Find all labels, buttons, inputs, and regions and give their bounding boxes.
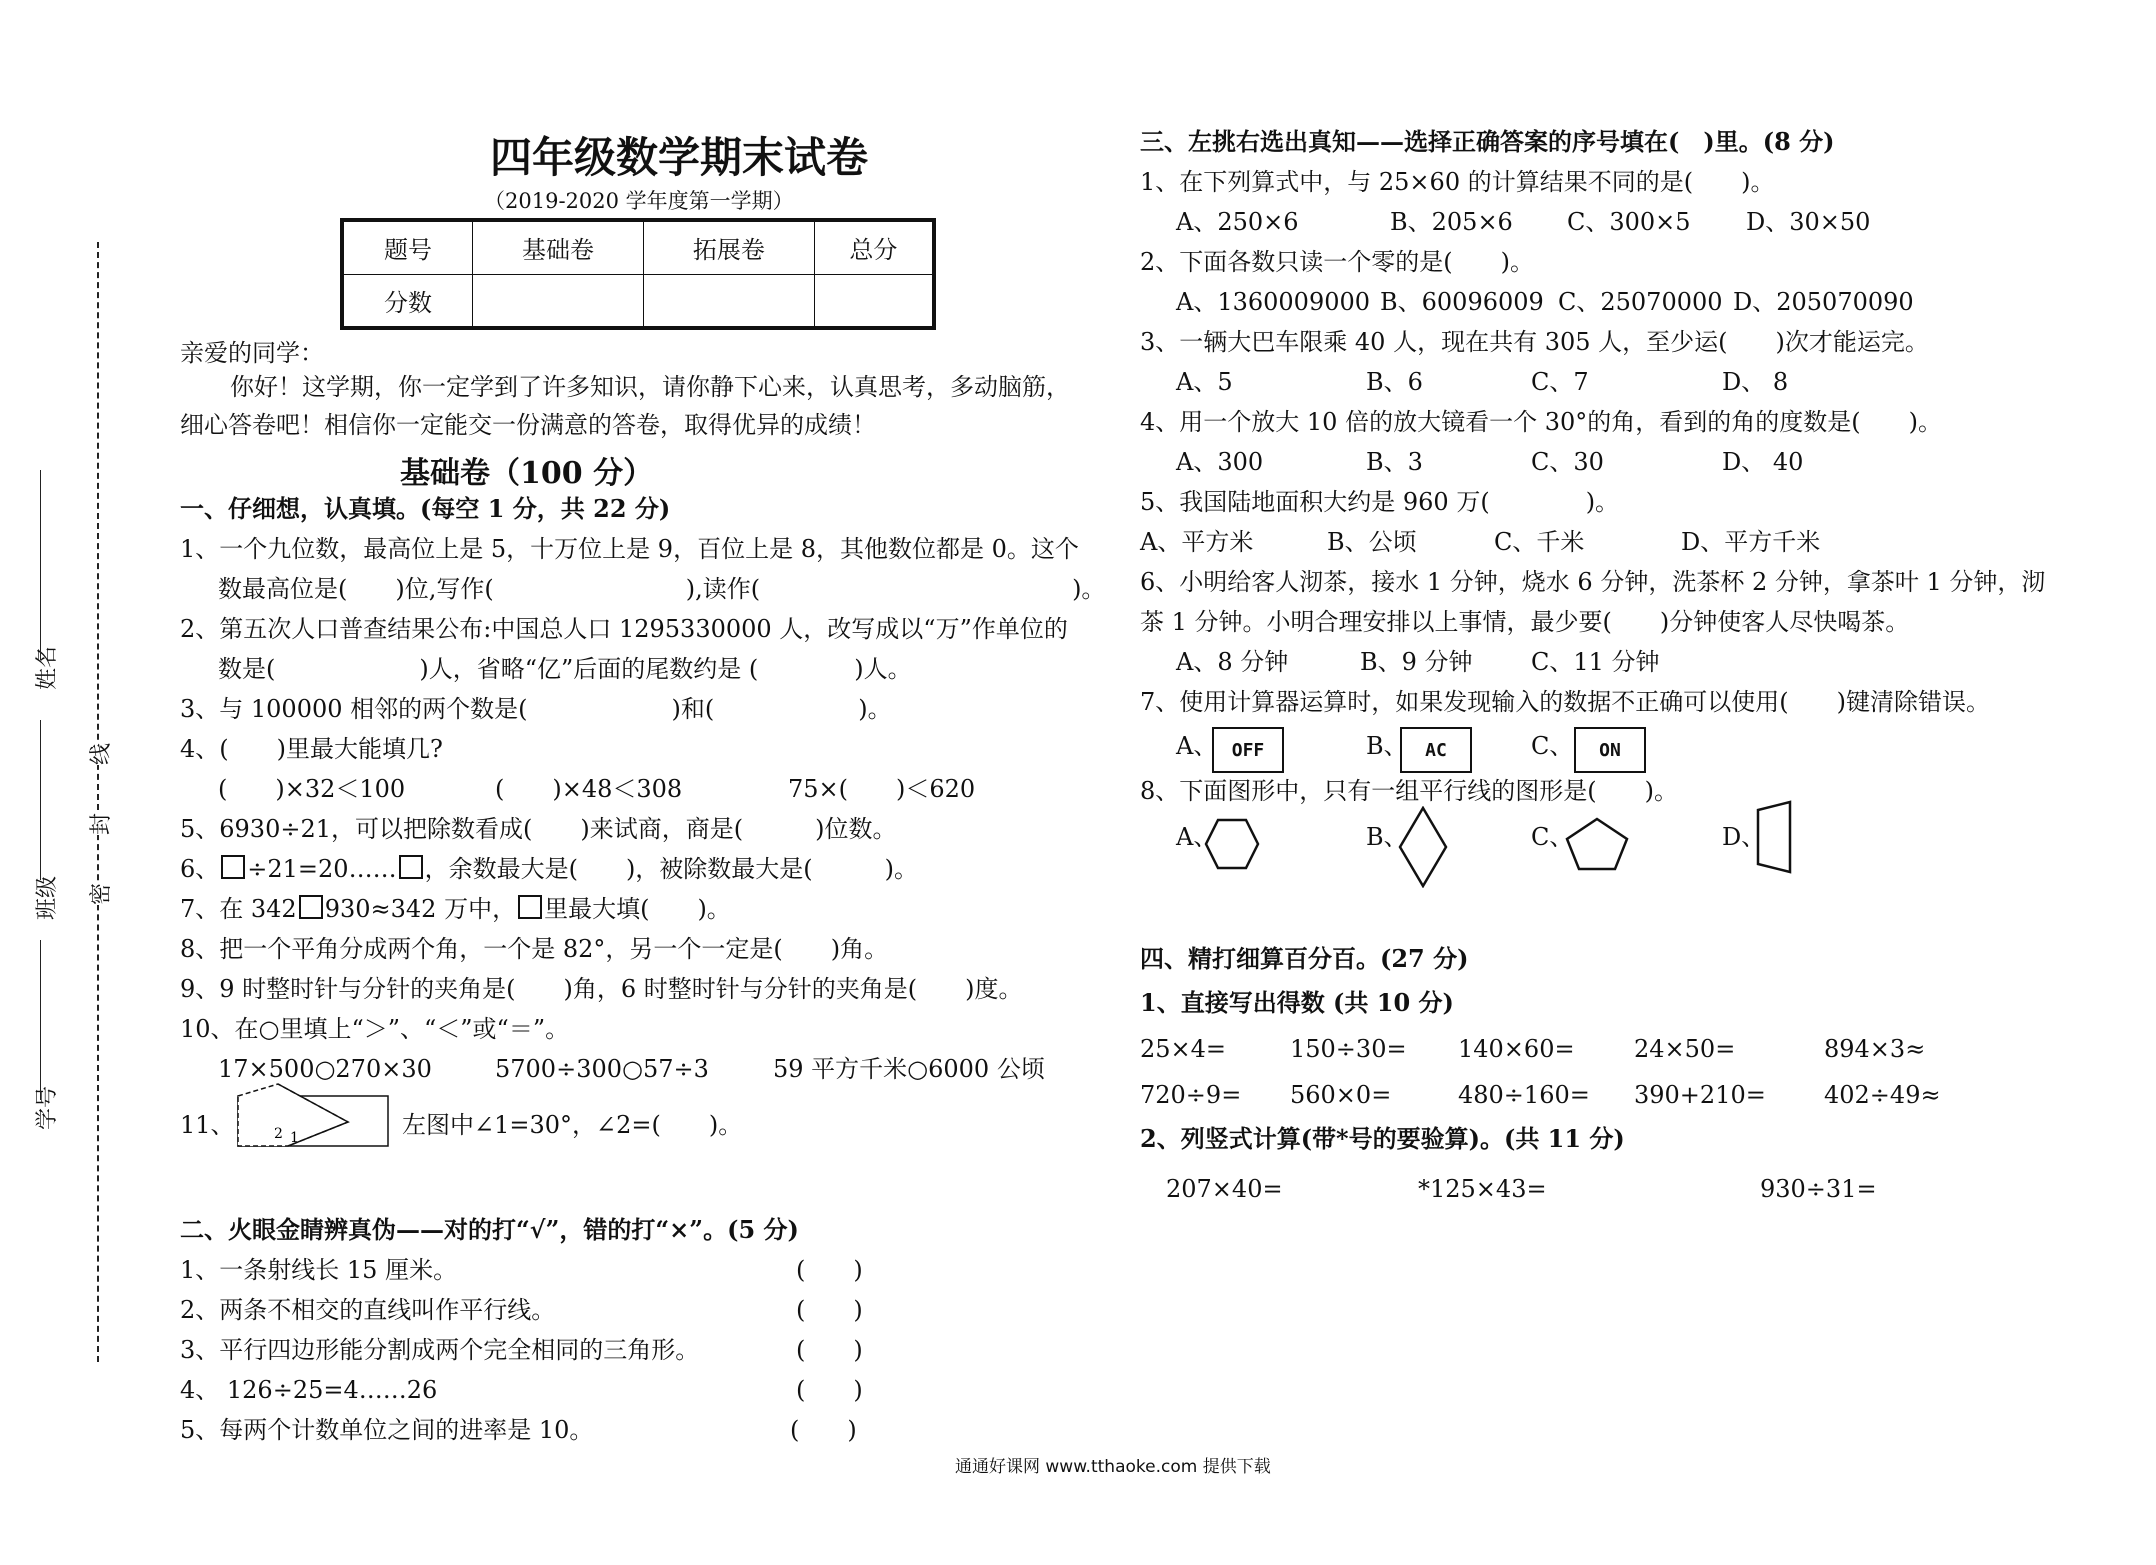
s4-sub-1: 1、直接写出得数 (共 10 分) — [1140, 988, 1454, 1017]
blank-box — [299, 895, 323, 919]
s1-q4: 4、( )里最大能填几? — [180, 735, 443, 763]
s3-q7: 7、使用计算器运算时，如果发现输入的数据不正确可以使用( )键清除错误。 — [1140, 688, 1990, 716]
s1-q5: 5、6930÷21，可以把除数看成( )来试商，商是( )位数。 — [180, 815, 897, 843]
score-cell-extended[interactable] — [643, 274, 814, 328]
angle-1-label: 1 — [290, 1130, 299, 1146]
s1-q4-a: ( )×32＜100 — [218, 775, 406, 803]
footer-source: 通通好课网 www.tthaoke.com 提供下载 — [955, 1457, 1271, 1477]
s3-q8-opt-a: A、 — [1176, 823, 1218, 851]
oral-calc-item: 25×4= — [1140, 1035, 1227, 1063]
score-cell-total[interactable] — [814, 274, 934, 328]
class-label: 班级 — [35, 875, 60, 920]
s3-q8-opt-d: D、 — [1722, 823, 1766, 851]
s3-q4-opt-d: D、 40 — [1722, 448, 1804, 476]
s3-q2-opt-a: A、1360009000 — [1176, 288, 1371, 316]
oral-calc-item: 402÷49≈ — [1824, 1081, 1941, 1109]
s3-q5-opt-d: D、平方千米 — [1681, 528, 1821, 556]
s3-q1-opt-c: C、300×5 — [1567, 208, 1691, 236]
s3-q5-opt-a: A、平方米 — [1140, 528, 1254, 556]
calculator-off-key: OFF — [1212, 727, 1284, 773]
s3-q4-opt-b: B、3 — [1366, 448, 1423, 476]
angle-2-label: 2 — [274, 1126, 283, 1142]
section-3-title: 三、左挑右选出真知——选择正确答案的序号填在( )里。(8 分) — [1140, 127, 1835, 156]
oral-calc-item: 24×50= — [1634, 1035, 1736, 1063]
score-cell-basic[interactable] — [473, 274, 644, 328]
s1-q6-prefix: 6、 — [180, 855, 220, 883]
page-title: 四年级数学期末试卷 — [490, 133, 869, 182]
binding-dashed-line — [97, 242, 99, 1362]
blank-box — [518, 895, 542, 919]
s1-q2-line2: 数是( )人，省略“亿”后面的尾数约是 ( )人。 — [218, 655, 912, 683]
s1-q10-b: 5700÷300○57÷3 — [495, 1055, 709, 1083]
s3-q4-opt-c: C、30 — [1531, 448, 1604, 476]
s1-q7-end: 里最大填( )。 — [544, 895, 731, 923]
score-table-score-row — [342, 274, 934, 328]
s1-q11-number: 11、 — [180, 1111, 235, 1139]
s2-item-1: 1、一条射线长 15 厘米。 — [180, 1256, 458, 1284]
s1-q1-line1: 1、一个九位数，最高位上是 5，十万位上是 9，百位上是 8，其他数位都是 0。这个 — [180, 535, 1079, 563]
section-2-title: 二、火眼金睛辨真伪——对的打“√”，错的打“×”。(5 分) — [180, 1215, 799, 1244]
s3-q6-line1: 6、小明给客人沏茶，接水 1 分钟，烧水 6 分钟，洗茶杯 2 分钟，拿茶叶 1 分钟，沏 — [1140, 568, 2046, 596]
s1-q2-line1: 2、第五次人口普查结果公布:中国总人口 1295330000 人，改写成以“万”作单位的 — [180, 615, 1068, 643]
calculator-ac-key: AC — [1400, 727, 1472, 773]
s1-q6-mid: ÷21=20…… — [247, 855, 397, 883]
blank-box — [221, 855, 245, 879]
oral-calc-item: 560×0= — [1290, 1081, 1392, 1109]
s2-item-3: 3、平行四边形能分割成两个完全相同的三角形。 — [180, 1336, 700, 1364]
oral-calc-item: 720÷9= — [1140, 1081, 1242, 1109]
s3-q3-opt-b: B、6 — [1366, 368, 1423, 396]
s1-q7-prefix: 7、在 342 — [180, 895, 297, 923]
blank-box — [399, 855, 423, 879]
s3-q2-opt-d: D、205070090 — [1733, 288, 1914, 316]
folded-rectangle-figure — [228, 1082, 398, 1162]
intro-line-2: 细心答卷吧！相信你一定能交一份满意的答卷，取得优异的成绩！ — [180, 411, 876, 439]
s3-q3-opt-a: A、5 — [1176, 368, 1233, 396]
s3-q6-opt-b: B、9 分钟 — [1360, 648, 1473, 676]
s3-q4-opt-a: A、300 — [1176, 448, 1264, 476]
s1-q11-text: 左图中∠1=30°，∠2=( )。 — [402, 1111, 743, 1139]
id-underline — [40, 940, 41, 1100]
s3-q2-opt-b: B、60096009 — [1380, 288, 1544, 316]
name-label: 姓名 — [35, 645, 60, 690]
section-4-title: 四、精打细算百分百。(27 分) — [1140, 944, 1469, 973]
score-header-cell: 拓展卷 — [643, 220, 814, 274]
seal-line-label: 线 — [84, 743, 115, 765]
s3-q3: 3、一辆大巴车限乘 40 人，现在共有 305 人，至少运( )次才能运完。 — [1140, 328, 1929, 356]
calculator-on-key: ON — [1574, 727, 1646, 773]
s1-q4-b: ( )×48＜308 — [495, 775, 683, 803]
s3-q7-opt-b: B、 — [1366, 732, 1408, 760]
s2-answer-blank-2[interactable]: ( ) — [796, 1296, 863, 1324]
oral-calc-item: 150÷30= — [1290, 1035, 1407, 1063]
trapezoid-shape — [1744, 800, 1794, 874]
oral-calc-item: 390+210= — [1634, 1081, 1766, 1109]
score-row-label: 分数 — [342, 274, 473, 328]
score-header-cell: 题号 — [342, 220, 473, 274]
s4-sub-2: 2、列竖式计算(带*号的要验算)。(共 11 分) — [1140, 1124, 1625, 1153]
vertical-calc-item: 930÷31= — [1760, 1175, 1877, 1203]
s2-item-2: 2、两条不相交的直线叫作平行线。 — [180, 1296, 556, 1324]
class-underline — [40, 720, 41, 880]
s2-answer-blank-1[interactable]: ( ) — [796, 1256, 863, 1284]
intro-line-1: 你好！这学期，你一定学到了许多知识，请你静下心来，认真思考，多动脑筋， — [230, 373, 1070, 401]
name-underline — [40, 470, 41, 660]
s3-q1-opt-b: B、205×6 — [1390, 208, 1513, 236]
hexagon-shape — [1204, 818, 1260, 870]
s3-q6-line2: 茶 1 分钟。小明合理安排以上事情，最少要( )分钟使客人尽快喝茶。 — [1140, 608, 1910, 636]
s3-q1-opt-a: A、250×6 — [1176, 208, 1299, 236]
s3-q6-opt-c: C、11 分钟 — [1531, 648, 1660, 676]
seal-secret-label: 密 — [84, 883, 115, 905]
s3-q2-opt-c: C、25070000 — [1558, 288, 1723, 316]
s2-item-4: 4、 126÷25=4……26 — [180, 1376, 438, 1404]
s1-q6-suffix: ，余数最大是( )，被除数最大是( )。 — [424, 855, 919, 883]
s1-q10-c: 59 平方千米○6000 公顷 — [773, 1055, 1045, 1083]
pentagon-shape — [1564, 816, 1630, 872]
section-1-title: 一、仔细想，认真填。(每空 1 分，共 22 分) — [180, 494, 671, 523]
s3-q5: 5、我国陆地面积大约是 960 万( )。 — [1140, 488, 1620, 516]
score-header-cell: 总分 — [814, 220, 934, 274]
score-header-cell: 基础卷 — [473, 220, 644, 274]
s3-q3-opt-c: C、7 — [1531, 368, 1589, 396]
oral-calc-item: 894×3≈ — [1824, 1035, 1926, 1063]
s1-q10: 10、在○里填上“＞”、“＜”或“＝”。 — [180, 1015, 570, 1043]
vertical-calc-item: *125×43= — [1418, 1175, 1547, 1203]
s3-q8-opt-b: B、 — [1366, 823, 1408, 851]
id-label: 学号 — [35, 1085, 60, 1130]
s3-q6-opt-a: A、8 分钟 — [1176, 648, 1289, 676]
s3-q2: 2、下面各数只读一个零的是( )。 — [1140, 248, 1534, 276]
score-table — [340, 218, 936, 330]
s3-q7-opt-c: C、 — [1531, 732, 1574, 760]
s3-q8-opt-c: C、 — [1531, 823, 1574, 851]
s3-q1: 1、在下列算式中，与 25×60 的计算结果不同的是( )。 — [1140, 168, 1775, 196]
s1-q4-c: 75×( )＜620 — [788, 775, 976, 803]
s2-answer-blank-3[interactable]: ( ) — [796, 1336, 863, 1364]
basic-section-title: 基础卷（100 分） — [400, 456, 654, 491]
s3-q1-opt-d: D、30×50 — [1746, 208, 1871, 236]
s2-answer-blank-5[interactable]: ( ) — [790, 1416, 857, 1444]
page-subtitle: （2019-2020 学年度第一学期） — [484, 189, 794, 213]
s3-q5-opt-b: B、公顷 — [1327, 528, 1417, 556]
oral-calc-item: 480÷160= — [1458, 1081, 1590, 1109]
s1-q3: 3、与 100000 相邻的两个数是( )和( )。 — [180, 695, 892, 723]
oral-calc-item: 140×60= — [1458, 1035, 1575, 1063]
s2-answer-blank-4[interactable]: ( ) — [796, 1376, 863, 1404]
intro-greeting: 亲爱的同学： — [180, 339, 324, 367]
s3-q7-opt-a: A、 — [1176, 732, 1218, 760]
seal-seal-label: 封 — [84, 813, 115, 835]
vertical-calc-item: 207×40= — [1166, 1175, 1283, 1203]
score-table-header-row — [342, 220, 934, 274]
s3-q3-opt-d: D、 8 — [1722, 368, 1789, 396]
s1-q1-line2: 数最高位是( )位,写作( ),读作( )。 — [218, 575, 1106, 603]
s1-q10-a: 17×500○270×30 — [218, 1055, 432, 1083]
s3-q5-opt-c: C、千米 — [1494, 528, 1585, 556]
s2-item-5: 5、每两个计数单位之间的进率是 10。 — [180, 1416, 594, 1444]
rhombus-shape — [1398, 806, 1448, 888]
s3-q4: 4、用一个放大 10 倍的放大镜看一个 30°的角，看到的角的度数是( )。 — [1140, 408, 1942, 436]
s1-q6 — [180, 854, 918, 884]
s1-q7 — [180, 894, 731, 924]
s1-q7-suffix: 930≈342 万中， — [324, 895, 517, 923]
s1-q9: 9、9 时整时针与分针的夹角是( )角，6 时整时针与分针的夹角是( )度。 — [180, 975, 1023, 1003]
s3-q8: 8、下面图形中，只有一组平行线的图形是( )。 — [1140, 777, 1678, 805]
s1-q8: 8、把一个平角分成两个角，一个是 82°，另一个一定是( )角。 — [180, 935, 889, 963]
